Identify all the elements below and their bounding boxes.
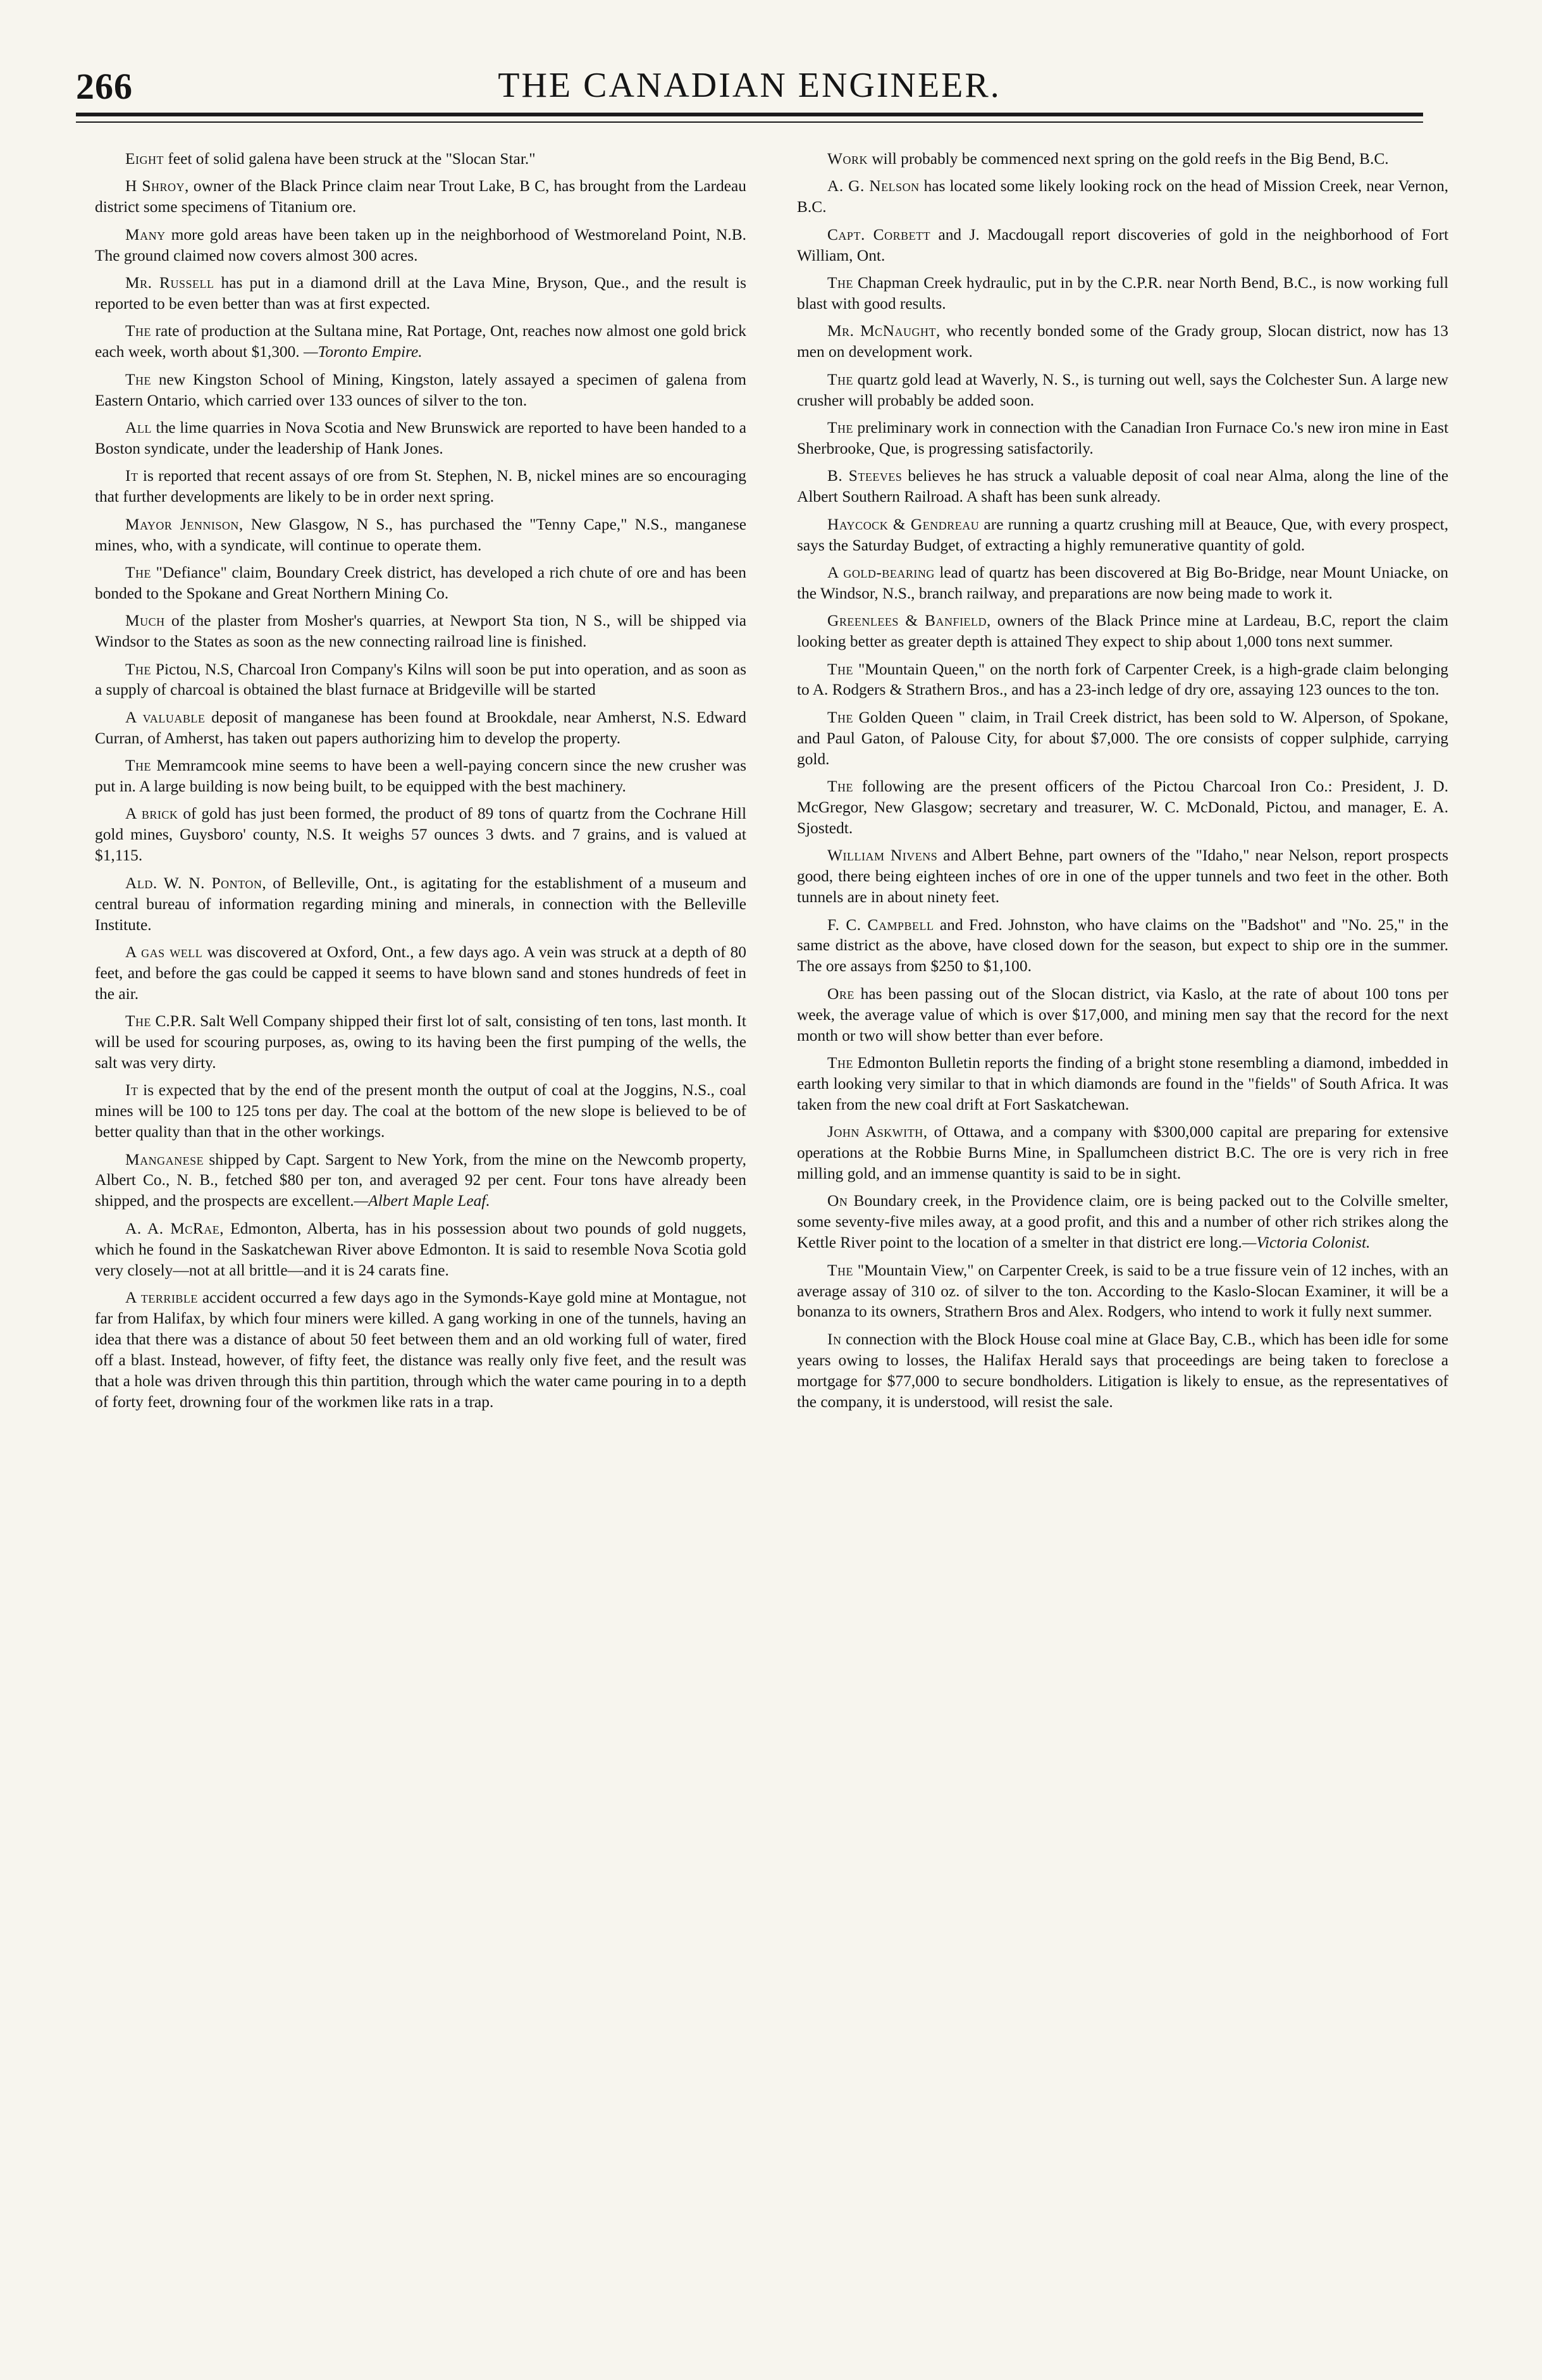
news-item xyxy=(95,610,746,652)
news-item xyxy=(797,562,1448,604)
item-text: of the plaster from Mosher's quarries, at Newport Sta tion, N S., will be shipped via Windsor to the States as soon as the new connecting railroad line is finished. xyxy=(95,612,746,651)
item-lead: B. Steeves xyxy=(827,467,903,485)
news-item xyxy=(95,1218,746,1281)
item-lead: The xyxy=(125,757,152,775)
news-item xyxy=(95,273,746,314)
item-source: —Victoria Colonist. xyxy=(1242,1234,1371,1252)
news-item xyxy=(797,321,1448,363)
item-text: owner of the Black Prince claim near Trout Lake, B C, has brought from the Lardeau district some specimens of Titanium ore. xyxy=(95,177,747,216)
item-lead: The xyxy=(827,708,854,726)
item-text: of gold has just been formed, the product of 89 tons of quartz from the Cochrane Hill gold mines, Guysboro' county, N.S. It weighs 57 ounces 3 dwts. and 7 grains, and is valued at $1,115. xyxy=(95,805,746,865)
item-text: lead of quartz has been discovered at Big Bo-Bridge, near Mount Uniacke, on the Windsor, N.S., branch railway, and preparations are now being made to work it. xyxy=(797,563,1448,602)
item-lead: The xyxy=(827,1053,854,1072)
item-lead: John Askwith, xyxy=(827,1123,928,1141)
item-text: rate of production at the Sultana mine, Rat Portage, Ont, reaches now almost one gold brick each week, worth about $1,300. xyxy=(95,322,746,361)
news-item xyxy=(95,1011,746,1074)
news-item xyxy=(797,369,1448,411)
item-lead: The xyxy=(827,660,854,678)
item-lead: Mr. McNaught, xyxy=(827,322,941,340)
item-text: are running a quartz crushing mill at Beauce, Que, with every prospect, says the Saturday Budget, of extracting a highly remunerative quantity of gold. xyxy=(797,515,1449,554)
item-lead: The xyxy=(827,370,854,388)
item-text: has located some likely looking rock on the head of Mission Creek, near Vernon, B.C. xyxy=(797,177,1448,216)
item-lead: The xyxy=(125,370,152,388)
news-item xyxy=(95,514,746,556)
item-lead: Haycock & Gendreau xyxy=(827,515,980,533)
item-text: "Defiance" claim, Boundary Creek district, has developed a rich chute of ore and has been bonded to the Spokane and Great Northern Mining Co. xyxy=(95,563,746,602)
item-text: has put in a diamond drill at the Lava Mine, Bryson, Que., and the result is reported to be even better than was at first expected. xyxy=(95,274,746,313)
item-text: will probably be commenced next spring on the gold reefs in the Big Bend, B.C. xyxy=(867,150,1389,168)
item-text: more gold areas have been taken up in the neighborhood of Westmoreland Point, N.B. The ground claimed now covers almost 300 acres. xyxy=(95,225,746,264)
item-lead: The xyxy=(827,274,854,292)
news-item xyxy=(797,149,1448,170)
news-item xyxy=(95,707,746,749)
page-number: 266 xyxy=(76,66,133,107)
item-lead: Ore xyxy=(827,984,854,1003)
item-text: New Glasgow, N S., has purchased the "Tenny Cape," N.S., manganese mines, who, with a syndicate, will continue to operate them. xyxy=(95,515,747,554)
item-text: "Mountain Queen," on the north fork of Carpenter Creek, is a high-grade claim belonging to A. Rodgers & Strathern Bros., and has a 23-inch ledge of dry ore, assaying 123 ounces to the ton. xyxy=(797,660,1448,699)
item-text: Pictou, N.S, Charcoal Iron Company's Kilns will soon be put into operation, and as soon as a supply of charcoal is obtained the blast furnace at Bridgeville will be started xyxy=(95,660,746,699)
item-lead: The xyxy=(827,418,854,437)
news-item xyxy=(797,1329,1448,1413)
item-lead: All xyxy=(125,418,152,437)
item-text: believes he has struck a valuable deposit of coal near Alma, along the line of the Albert Southern Railroad. A shaft has been sunk already. xyxy=(797,467,1449,506)
item-lead: It xyxy=(125,1081,139,1100)
item-source: —Albert Maple Leaf. xyxy=(354,1192,490,1210)
item-text: Edmonton Bulletin reports the finding of a bright stone resembling a diamond, imbedded in earth looking very similar to that in which diamonds are found in the "fields" of South Africa. It was taken from the new coal drift at Fort Saskatchewan. xyxy=(797,1053,1448,1113)
item-lead: Eight xyxy=(125,150,164,168)
news-item xyxy=(797,984,1448,1046)
item-text: feet of solid galena have been struck at the "Slocan Star." xyxy=(164,150,536,168)
item-text: Boundary creek, in the Providence claim, ore is being packed out to the Colville smelter, some seventy-five miles away, at a good profit, and this and a number of other rich strikes along the Kettle River point to the location of a smelter in that district ere long. xyxy=(797,1192,1448,1252)
header-rule xyxy=(76,113,1423,116)
item-text: is expected that by the end of the present month the output of coal at the Joggins, N.S., coal mines will be 100 to 125 tons per day. The coal at the bottom of the new slope is believed to be of better quality than that in the other workings. xyxy=(95,1081,746,1141)
page-header xyxy=(76,60,1423,111)
left-column xyxy=(95,149,746,1419)
item-text: and Albert Behne, part owners of the "Idaho," near Nelson, report prospects good, there being eighteen inches of ore in one of the upper tunnels and two feet in the other. Both tunnels are in about ninety feet. xyxy=(797,846,1448,907)
item-lead: Many xyxy=(125,225,166,244)
news-item xyxy=(797,776,1448,839)
news-item xyxy=(797,1122,1448,1184)
item-text: of Ottawa, and a company with $300,000 capital are preparing for extensive operations at the Robbie Burns Mine, in Spallumcheen district B.C. The ore is very rich in free milling gold, and an immense quantity is said to be in sight. xyxy=(797,1123,1448,1182)
item-lead: A valuable xyxy=(125,708,206,726)
item-text: Memramcook mine seems to have been a well-paying concern since the new crusher was put in. A large building is now being built, to be equipped with the best machinery. xyxy=(95,757,746,796)
item-lead: The xyxy=(125,660,152,678)
journal-title: THE CANADIAN ENGINEER. xyxy=(498,66,1001,105)
item-text: and J. Macdougall report discoveries of gold in the neighborhood of Fort William, Ont. xyxy=(797,225,1448,264)
news-item xyxy=(95,225,746,266)
news-item xyxy=(95,1287,746,1412)
news-item xyxy=(797,707,1448,770)
item-lead: Manganese xyxy=(125,1150,204,1168)
news-item xyxy=(797,1053,1448,1115)
item-text: quartz gold lead at Waverly, N. S., is turning out well, says the Colchester Sun. A large new crusher will probably be added soon. xyxy=(797,370,1448,409)
news-item xyxy=(95,149,746,170)
item-text: Edmonton, Alberta, has in his possession about two pounds of gold nuggets, which he found in the Saskatchewan River above Edmonton. It is said to resemble Nova Scotia gold very closely—not at all brittle—and it is 24 carats fine. xyxy=(95,1219,746,1279)
right-column xyxy=(797,149,1448,1419)
item-text: who recently bonded some of the Grady group, Slocan district, now has 13 men on development work. xyxy=(797,322,1448,361)
news-item xyxy=(95,466,746,507)
item-lead: A. A. McRae, xyxy=(125,1219,225,1237)
item-lead: The xyxy=(827,1261,854,1279)
item-lead: A brick xyxy=(125,805,178,823)
item-text: the lime quarries in Nova Scotia and New Brunswick are reported to have been handed to a Boston syndicate, under the leadership of Hank Jones. xyxy=(95,418,746,457)
item-lead: In xyxy=(827,1330,842,1348)
news-item xyxy=(95,873,746,936)
news-item xyxy=(797,225,1448,266)
item-text: accident occurred a few days ago in the Symonds-Kaye gold mine at Montague, not far from Halifax, by which four miners were killed. A gang working in one of the tunnels, having an idea that there was a distance of about 50 feet between them and an old working full of water, fired off a blast. Instead, however, of fifty feet, the distance was really only five feet, and the result was that a hole was driven through this thin partition, through which the water came pouring in to a depth of forty feet, drowning four of the workmen like rats in a trap. xyxy=(95,1289,746,1411)
news-item xyxy=(797,659,1448,701)
item-lead: William Nivens xyxy=(827,846,938,865)
item-text: deposit of manganese has been found at Brookdale, near Amherst, N.S. Edward Curran, of Amherst, has taken out papers authorizing him to develop the property. xyxy=(95,708,747,747)
item-text: following are the present officers of the Pictou Charcoal Iron Co.: President, J. D. McGregor, New Glasgow; secretary and treasurer, W. C. McDonald, Pictou, and manager, E. A. Sjostedt. xyxy=(797,778,1448,837)
item-text: was discovered at Oxford, Ont., a few days ago. A vein was struck at a depth of 80 feet, and before the gas could be capped it seems to have blown sand and stones hundreds of feet in the air. xyxy=(95,943,746,1003)
item-text: shipped by Capt. Sargent to New York, from the mine on the Newcomb property, Albert Co., N. B., fetched $80 per ton, and averaged 92 per cent. Four tons have already been shipped, and the prospects are excellent. xyxy=(95,1150,746,1210)
header-rule-thin xyxy=(76,121,1423,123)
item-lead: H Shroy, xyxy=(125,177,189,195)
item-lead: A terrible xyxy=(125,1289,198,1306)
item-lead: Greenlees & Banfield, xyxy=(827,612,991,630)
item-text: connection with the Block House coal mine at Glace Bay, C.B., which has been idle for some years owing to losses, the Halifax Herald says that proceedings are being taken to foreclose a mortgage for $77,000 to secure bondholders. Litigation is likely to ensue, as the representatives of the company, it is understood, will resist the sale. xyxy=(797,1330,1448,1411)
item-lead: A gas well xyxy=(125,943,203,961)
item-lead: A gold-bearing xyxy=(827,563,935,581)
item-lead: Much xyxy=(125,612,165,630)
item-text: new Kingston School of Mining, Kingston, lately assayed a specimen of galena from Eastern Ontario, which carried over 133 ounces of silver to the ton. xyxy=(95,370,746,409)
item-lead: It xyxy=(125,467,139,485)
item-text: is reported that recent assays of ore from St. Stephen, N. B, nickel mines are so encouraging that further developments are likely to be in order next spring. xyxy=(95,467,746,506)
news-item xyxy=(797,418,1448,459)
item-lead: Mayor Jennison, xyxy=(125,515,244,533)
item-lead: Work xyxy=(827,150,868,168)
item-lead: F. C. Campbell xyxy=(827,915,934,934)
news-item xyxy=(95,321,746,363)
item-lead: The xyxy=(125,322,152,340)
item-text: Golden Queen " claim, in Trail Creek district, has been sold to W. Alperson, of Spokane, and Paul Gaton, of Palouse City, for about $7,000. The ore consists of copper sulphide, carrying gold. xyxy=(797,708,1448,768)
news-item xyxy=(797,915,1448,977)
item-lead: On xyxy=(827,1192,848,1210)
news-item xyxy=(797,273,1448,314)
item-lead: A. G. Nelson xyxy=(827,177,920,195)
news-item xyxy=(797,845,1448,908)
news-item xyxy=(797,514,1448,556)
news-item xyxy=(95,659,746,701)
news-item xyxy=(95,369,746,411)
item-lead: Capt. Corbett xyxy=(827,225,931,244)
item-lead: Ald. W. N. Ponton, xyxy=(125,874,267,892)
item-text: has been passing out of the Slocan district, via Kaslo, at the rate of about 100 tons per week, the average value of which is over $17,000, and mining men say that the record for the next month or two will show better than ever before. xyxy=(797,984,1448,1044)
news-item xyxy=(797,610,1448,652)
news-item xyxy=(797,466,1448,507)
news-item xyxy=(95,1150,746,1212)
item-text: of Belleville, Ont., is agitating for the establishment of a museum and central bureau of information regarding mining and minerals, in connection with the Belleville Institute. xyxy=(95,874,746,934)
item-lead: The xyxy=(125,563,152,581)
news-item xyxy=(797,176,1448,218)
item-text: Chapman Creek hydraulic, put in by the C.P.R. near North Bend, B.C., is now working full blast with good results. xyxy=(797,274,1448,313)
item-text: owners of the Black Prince mine at Lardeau, B.C, report the claim looking better as greater depth is attained They expect to ship about 1,000 tons next summer. xyxy=(797,612,1448,651)
news-item xyxy=(95,803,746,866)
news-item xyxy=(95,942,746,1005)
news-item xyxy=(797,1191,1448,1253)
item-lead: The xyxy=(125,1012,152,1031)
news-item xyxy=(95,1080,746,1143)
news-item xyxy=(95,418,746,459)
news-item xyxy=(797,1260,1448,1323)
item-text: and Fred. Johnston, who have claims on the "Badshot" and "No. 25," in the same district as the above, have closed down for the season, but expect to ship ore in the summer. The ore assays from $250 to $1,100. xyxy=(797,915,1448,976)
item-source: —Toronto Empire. xyxy=(299,343,423,361)
item-text: C.P.R. Salt Well Company shipped their first lot of salt, consisting of ten tons, last month. It will be used for scouring purposes, as, owing to its having been the first pumping of the wells, the salt was very dirty. xyxy=(95,1012,746,1072)
item-text: "Mountain View," on Carpenter Creek, is said to be a true fissure vein of 12 inches, with an average assay of 310 oz. of silver to the ton. According to the Kaslo-Slocan Examiner, it will be a bonanza to its owners, Strathern Bros and Alex. Rodgers, who intend to work it fully next summer. xyxy=(797,1261,1448,1321)
news-item xyxy=(95,176,746,218)
item-lead: Mr. Russell xyxy=(125,274,214,292)
item-text: preliminary work in connection with the Canadian Iron Furnace Co.'s new iron mine in East Sherbrooke, Que, is progressing satisfactorily. xyxy=(797,418,1448,457)
news-item xyxy=(95,562,746,604)
news-item xyxy=(95,755,746,797)
item-lead: The xyxy=(827,778,854,796)
